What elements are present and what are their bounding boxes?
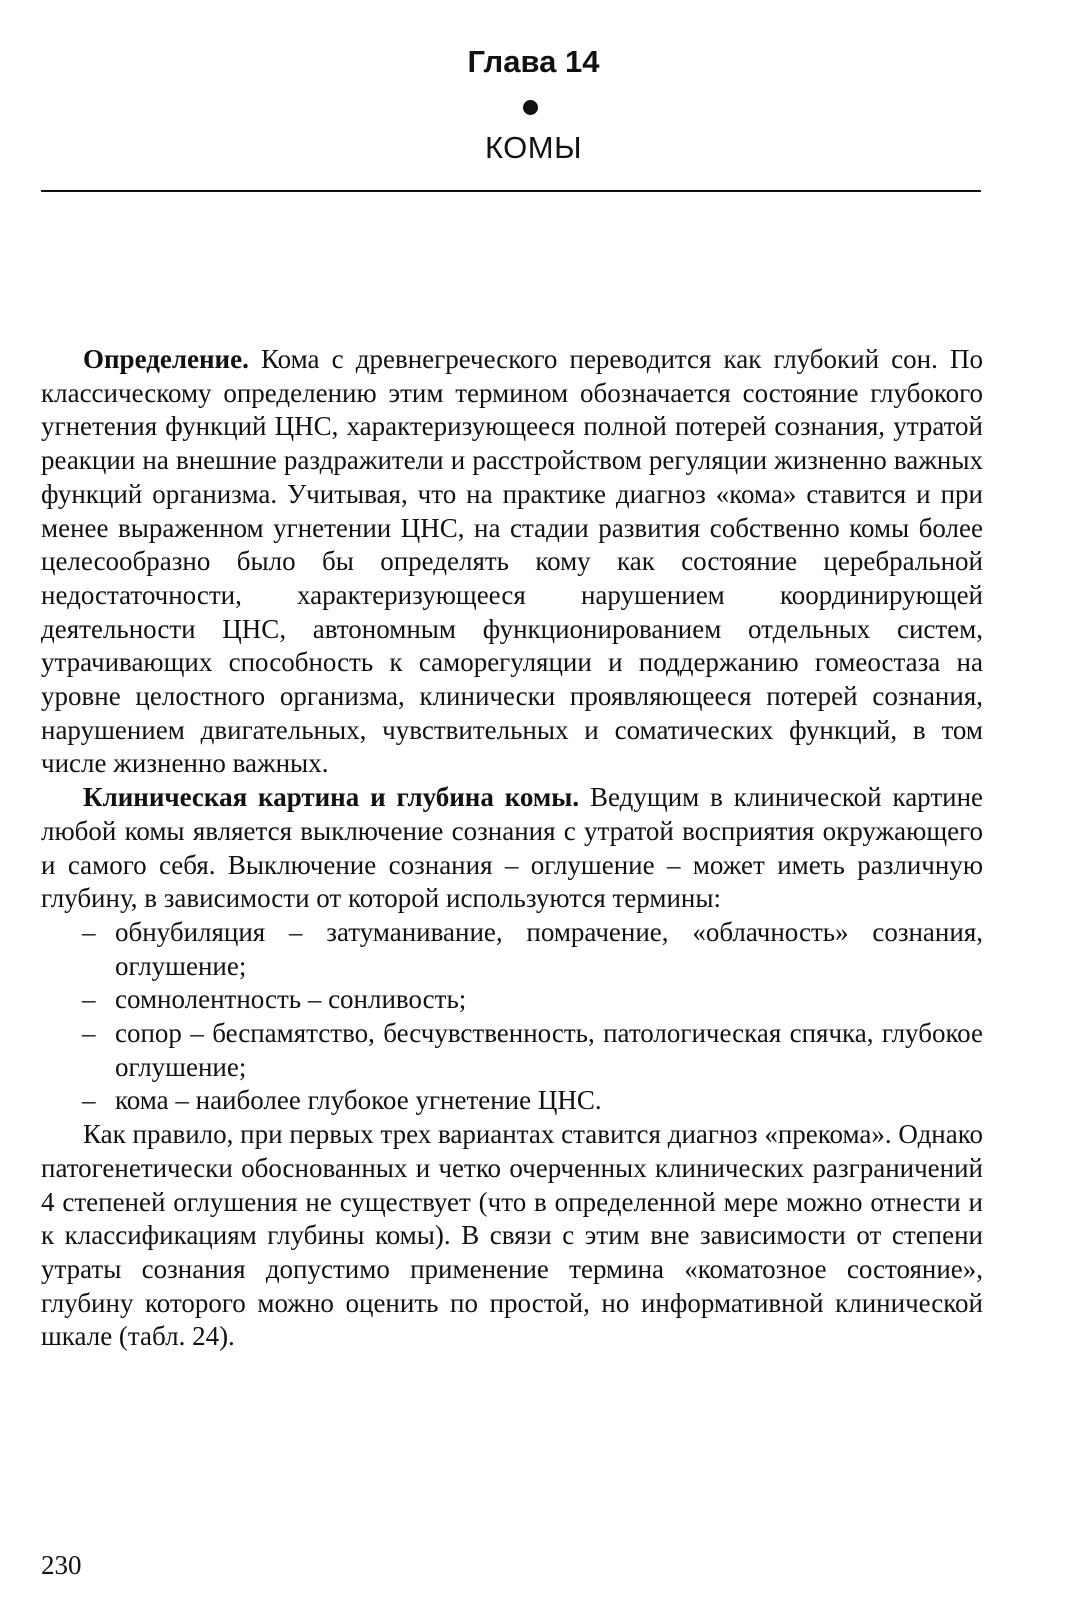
list-item-text: сомнолентность – сонливость; [115, 984, 467, 1015]
list-item-text: кома – наиболее глубокое угнетение ЦНС. [115, 1085, 602, 1116]
body-text [41, 343, 983, 1354]
terms-list [41, 916, 983, 1118]
paragraph-text: Кома с древнегреческого переводится как глубокий сон. По классическому определению этим термином обозначается состояние глубокого угнетения функций ЦНС, характеризующееся полной потерей сознания, утратой реакции на внешние раздражители и расстройством регуляции жизненно важных функций организма. Учитывая, что на практике диагноз «кома» ставится и при менее выраженном угнетении ЦНС, на стадии развития собственно комы более целесообразно было бы определять кому как состояние церебральной недостаточности, характеризующееся нарушением координирующей деятельности ЦНС, автономным функционированием отдельных систем, утрачивающих способность к саморегуляции и поддержанию гомеостаза на уровне целостного организма, клинически проявляющееся потерей сознания, нарушением двигательных, чувствительных и соматических функций, в том числе жизненно важных. [41, 344, 983, 779]
paragraph-lead: Определение. [83, 344, 249, 374]
dash-bullet: – [82, 1085, 96, 1116]
list-item [41, 983, 983, 1017]
dash-bullet: – [82, 984, 96, 1015]
chapter-subtitle: КОМЫ [484, 130, 583, 165]
dash-bullet: – [82, 1018, 96, 1049]
list-item [41, 1084, 983, 1118]
list-item-text: сопор – беспамятство, бесчувственность, патологическая спячка, глубокое оглушение; [115, 1018, 983, 1082]
list-item [41, 1017, 983, 1084]
paragraph-closing: Как правило, при первых трех вариантах ставится диагноз «прекома». Однако патогенетически обоснованных и четко очерченных клинических разграничений 4 степеней оглушения не существует (что в определенной мере можно отнести и к классификациям глубины комы). В связи с этим вне зависимости от степени утраты сознания допустимо применение термина «коматозное состояние», глубину которого можно оценить по простой, но информативной клинической шкале (табл. 24). [41, 1119, 983, 1352]
header-divider [41, 190, 981, 192]
paragraph-lead: Клиническая картина и глубина комы. [83, 782, 580, 813]
paragraph-text: Ведущим в клинической картине любой комы является выключение сознания с утратой восприятия окружающего и самого себя. Выключение сознания – оглушение – может иметь различную глубину, в зависимости от которой используются термины: [41, 782, 984, 914]
chapter-title: Глава 14 [467, 44, 600, 79]
bullet-icon [523, 100, 538, 115]
list-item [41, 916, 983, 983]
paragraph-definition [41, 343, 983, 781]
paragraph-clinical-picture [41, 781, 983, 916]
dash-bullet: – [82, 916, 96, 947]
list-item-text: обнубиляция – затуманивание, помрачение, «облачность» сознания, оглушение; [115, 916, 983, 981]
page-number: 230 [41, 1550, 82, 1580]
